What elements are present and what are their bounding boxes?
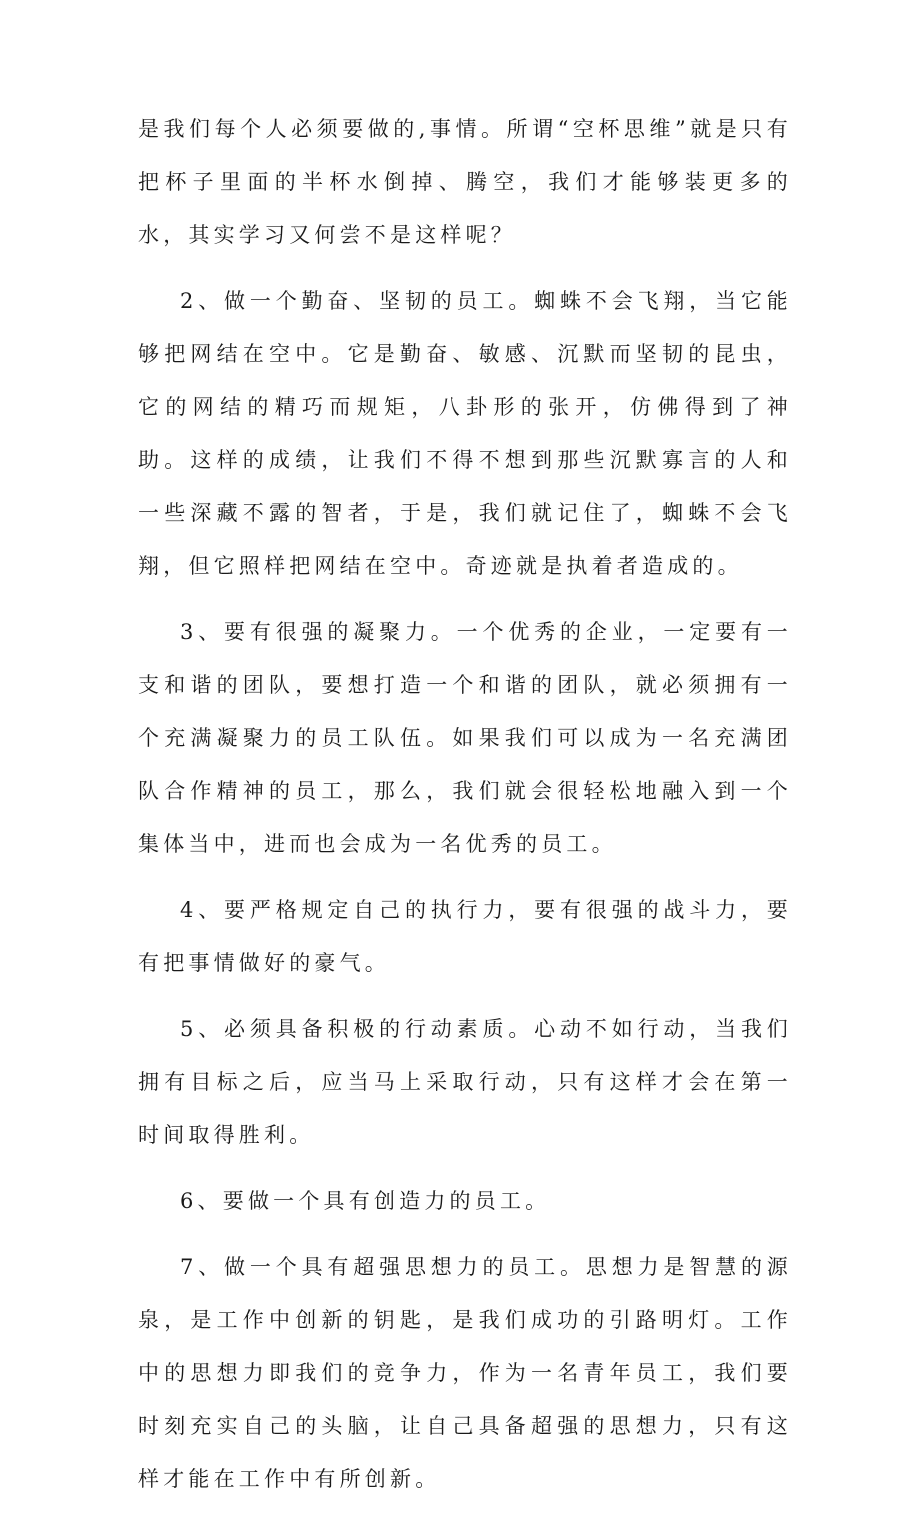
paragraph-continuation: 是我们每个人必须要做的,事情。所谓“空杯思维”就是只有把杯子里面的半杯水倒掉、腾空，我们才能够装更多的水，其实学习又何尝不是这样呢？ bbox=[138, 117, 792, 247]
paragraph-item-4: 4、要严格规定自己的执行力，要有很强的战斗力，要有把事情做好的豪气。 bbox=[138, 898, 792, 975]
paragraph-item-2: 2、做一个勤奋、坚韧的员工。蜘蛛不会飞翔，当它能够把网结在空中。它是勤奋、敏感、沉默而坚韧的昆虫，它的网结的精巧而规矩，八卦形的张开，仿佛得到了神助。这样的成绩，让我们不得不想到那些沉默寡言的人和一些深藏不露的智者，于是，我们就记住了，蜘蛛不会飞翔，但它照样把网结在空中。奇迹就是执着者造成的。 bbox=[138, 289, 792, 578]
paragraph-item-6: 6、要做一个具有创造力的员工。 bbox=[180, 1189, 551, 1213]
paragraph-item-7: 7、做一个具有超强思想力的员工。思想力是智慧的源泉，是工作中创新的钥匙，是我们成功的引路明灯。工作中的思想力即我们的竞争力，作为一名青年员工，我们要时刻充实自己的头脑，让自己具备超强的思想力，只有这样才能在工作中有所创新。 bbox=[138, 1255, 792, 1491]
document-body bbox=[138, 103, 792, 1519]
paragraph-item-5: 5、必须具备积极的行动素质。心动不如行动，当我们拥有目标之后，应当马上采取行动，只有这样才会在第一时间取得胜利。 bbox=[138, 1017, 792, 1147]
paragraph-item-3: 3、要有很强的凝聚力。一个优秀的企业，一定要有一支和谐的团队，要想打造一个和谐的团队，就必须拥有一个充满凝聚力的员工队伍。如果我们可以成为一名充满团队合作精神的员工，那么，我们就会很轻松地融入到一个集体当中，进而也会成为一名优秀的员工。 bbox=[138, 620, 792, 856]
